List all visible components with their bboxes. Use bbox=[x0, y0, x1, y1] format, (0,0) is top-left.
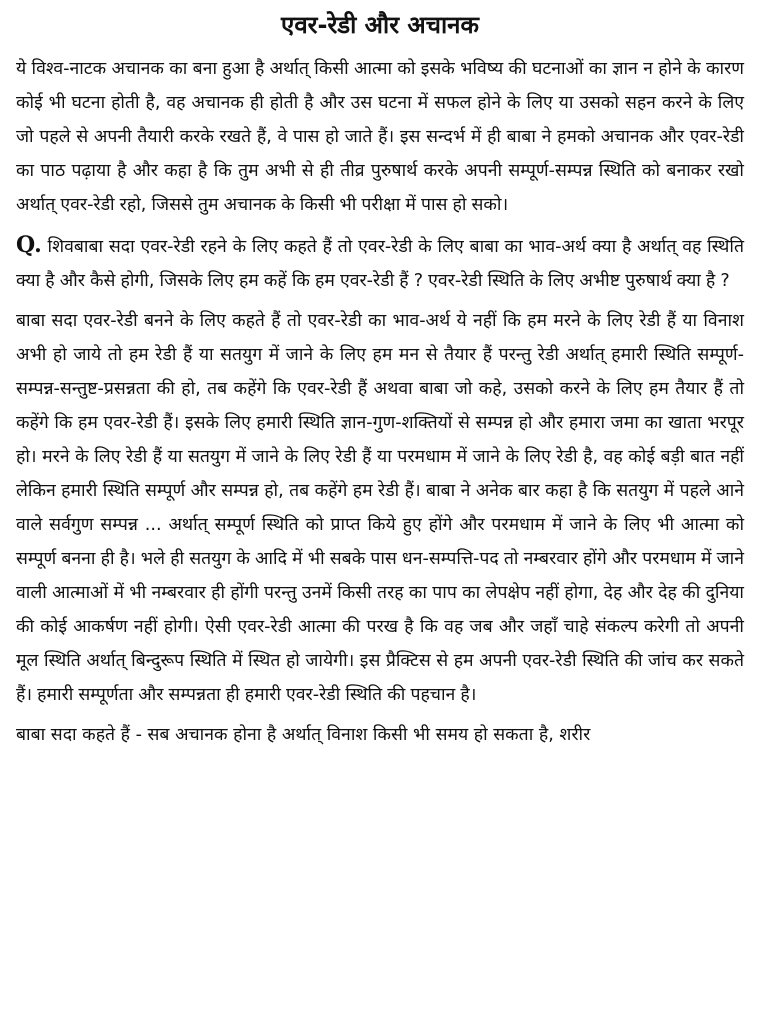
page-title: एवर-रेडी और अचानक bbox=[281, 11, 479, 39]
answer-paragraph: बाबा सदा एवर-रेडी बनने के लिए कहते हैं तो एवर-रेडी का भाव-अर्थ ये नहीं कि हम मरने के लिए रेडी हैं या विनाश अभी हो जाये तो हम रेडी हैं या सतयुग में जाने के लिए हम मन से तैयार हैं परन्तु रेडी अर्थात् हमारी स्थिति सम्पूर्ण-सम्पन्न-सन्तुष्ट-प्रसन्नता की हो, तब कहेंगे कि एवर-रेडी हैं अथवा बाबा जो कहे, उसको करने के लिए हम तैयार हैं तो कहेंगे कि हम एवर-रेडी हैं। इसके लिए हमारी स्थिति ज्ञान-गुण-शक्तियों से सम्पन्न हो और हमारा जमा का खाता भरपूर हो। मरने के लिए रेडी हैं या सतयुग में जाने के लिए रेडी हैं या परमधाम में जाने के लिए रेडी है, वह कोई बड़ी बात नहीं लेकिन हमारी स्थिति सम्पूर्ण और सम्पन्न हो, तब कहेंगे हम रेडी हैं। बाबा ने अनेक बार कहा है कि सतयुग में पहले आने वाले सर्वगुण सम्पन्न ... अर्थात् सम्पूर्ण स्थिति को प्राप्त किये हुए होंगे और परमधाम में जाने के लिए भी आत्मा को सम्पूर्ण बनना ही है। भले ही सतयुग के आदि में भी सबके पास धन-सम्पत्ति-पद तो नम्बरवार होंगे और परमधाम में जाने वाली आत्माओं में भी नम्बरवार ही होंगी परन्तु उनमें किसी तरह का पाप का लेपक्षेप नहीं होगा, देह और देह की दुनिया की कोई आकर्षण नहीं होगी। ऐसी एवर-रेडी आत्मा की परख है कि वह जब और जहाँ चाहे संकल्प करेगी तो अपनी मूल स्थिति अर्थात् बिन्दुरूप स्थिति में स्थित हो जायेगी। इस प्रैक्टिस से हम अपनी एवर-रेडी स्थिति की जांच कर सकते हैं। हमारी सम्पूर्णता और सम्पन्नता ही हमारी एवर-रेडी स्थिति की पहचान है। bbox=[16, 311, 744, 705]
question-marker: Q. bbox=[16, 232, 42, 258]
closing-paragraph: बाबा सदा कहते हैं - सब अचानक होना है अर्थात् विनाश किसी भी समय हो सकता है, शरीर bbox=[16, 725, 591, 745]
question-text: शिवबाबा सदा एवर-रेडी रहने के लिए कहते हैं तो एवर-रेडी के लिए बाबा का भाव-अर्थ क्या है अर्थात् वह स्थिति क्या है और कैसे होगी, जिसके लिए हम कहें कि हम एवर-रेडी हैं ? एवर-रेडी स्थिति के लिए अभीष्ट पुरुषार्थ क्या है ? bbox=[16, 237, 744, 291]
intro-paragraph: ये विश्व-नाटक अचानक का बना हुआ है अर्थात् किसी आत्मा को इसके भविष्य की घटनाओं का ज्ञान न होने के कारण कोई भी घटना होती है, वह अचानक ही होती है और उस घटना में सफल होने के लिए या उसको सहन करने के लिए जो पहले से अपनी तैयारी करके रखते हैं, वे पास हो जाते हैं। इस सन्दर्भ में ही बाबा ने हमको अचानक और एवर-रेडी का पाठ पढ़ाया है और कहा है कि तुम अभी से ही तीव्र पुरुषार्थ करके अपनी सम्पूर्ण-सम्पन्न स्थिति को बनाकर रखो अर्थात् एवर-रेडी रहो, जिससे तुम अचानक के किसी भी परीक्षा में पास हो सको। bbox=[16, 59, 744, 215]
question-paragraph bbox=[16, 228, 744, 298]
